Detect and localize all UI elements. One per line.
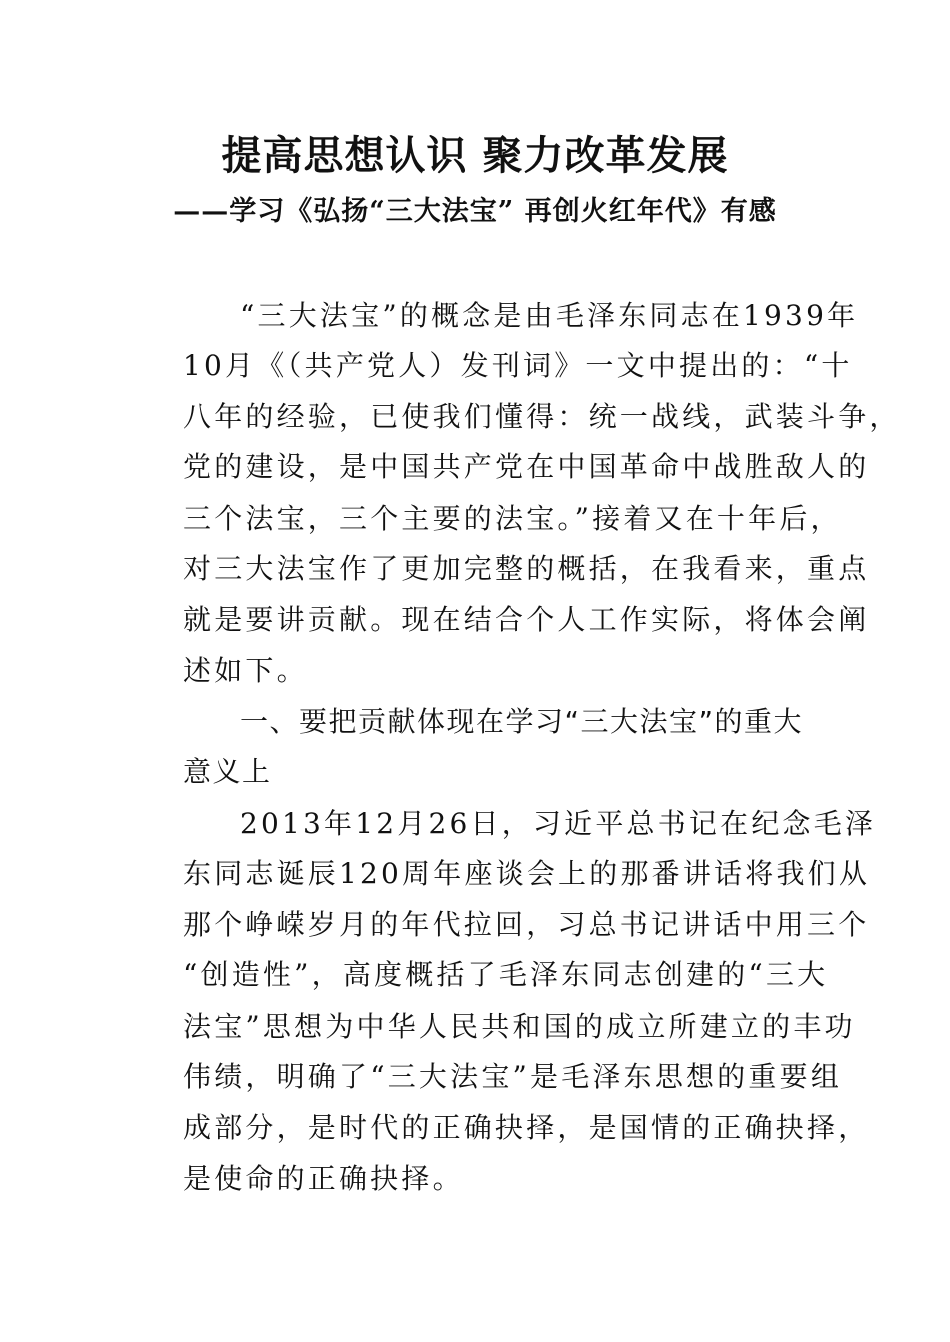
paragraph-line: 是使命的正确抉择。 xyxy=(183,1162,464,1195)
paragraph-line: “三大法宝”的概念是由毛泽东同志在1939年 xyxy=(240,299,859,332)
paragraph-line: 述如下。 xyxy=(183,654,308,687)
paragraph-line: 东同志诞辰120周年座谈会上的那番讲话将我们从 xyxy=(183,857,871,890)
document-title: 提高思想认识 聚力改革发展 xyxy=(221,132,729,179)
section-heading: 一、要把贡献体现在学习“三大法宝”的重大 xyxy=(240,705,804,738)
paragraph-line: 成部分，是时代的正确抉择，是国情的正确抉择， xyxy=(183,1111,870,1144)
paragraph-line: 伟绩，明确了“三大法宝”是毛泽东思想的重要组 xyxy=(183,1060,843,1093)
paragraph-line: 那个峥嵘岁月的年代拉回，习总书记讲话中用三个 xyxy=(183,908,870,941)
paragraph-line: 对三大法宝作了更加完整的概括，在我看来，重点 xyxy=(183,552,870,585)
paragraph-line: 2013年12月26日，习近平总书记在纪念毛泽 xyxy=(240,807,877,840)
paragraph-line: 三个法宝，三个主要的法宝。”接着又在十年后， xyxy=(183,502,842,535)
section-heading: 意义上 xyxy=(183,755,272,788)
paragraph-line: 就是要讲贡献。现在结合个人工作实际，将体会阐 xyxy=(183,603,870,636)
paragraph-line: “创造性”，高度概括了毛泽东同志创建的“三大 xyxy=(183,958,829,991)
paragraph-line: 法宝”思想为中华人民共和国的成立所建立的丰功 xyxy=(183,1010,856,1043)
paragraph-line: 八年的经验，已使我们懂得：统一战线，武装斗争， xyxy=(183,400,901,433)
document-subtitle: ——学习《弘扬“三大法宝” 再创火红年代》有感 xyxy=(173,196,777,227)
paragraph-line: 10月《（共产党人）发刊词》一文中提出的：“十 xyxy=(183,349,853,382)
paragraph-line: 党的建设，是中国共产党在中国革命中战胜敌人的 xyxy=(183,450,870,483)
